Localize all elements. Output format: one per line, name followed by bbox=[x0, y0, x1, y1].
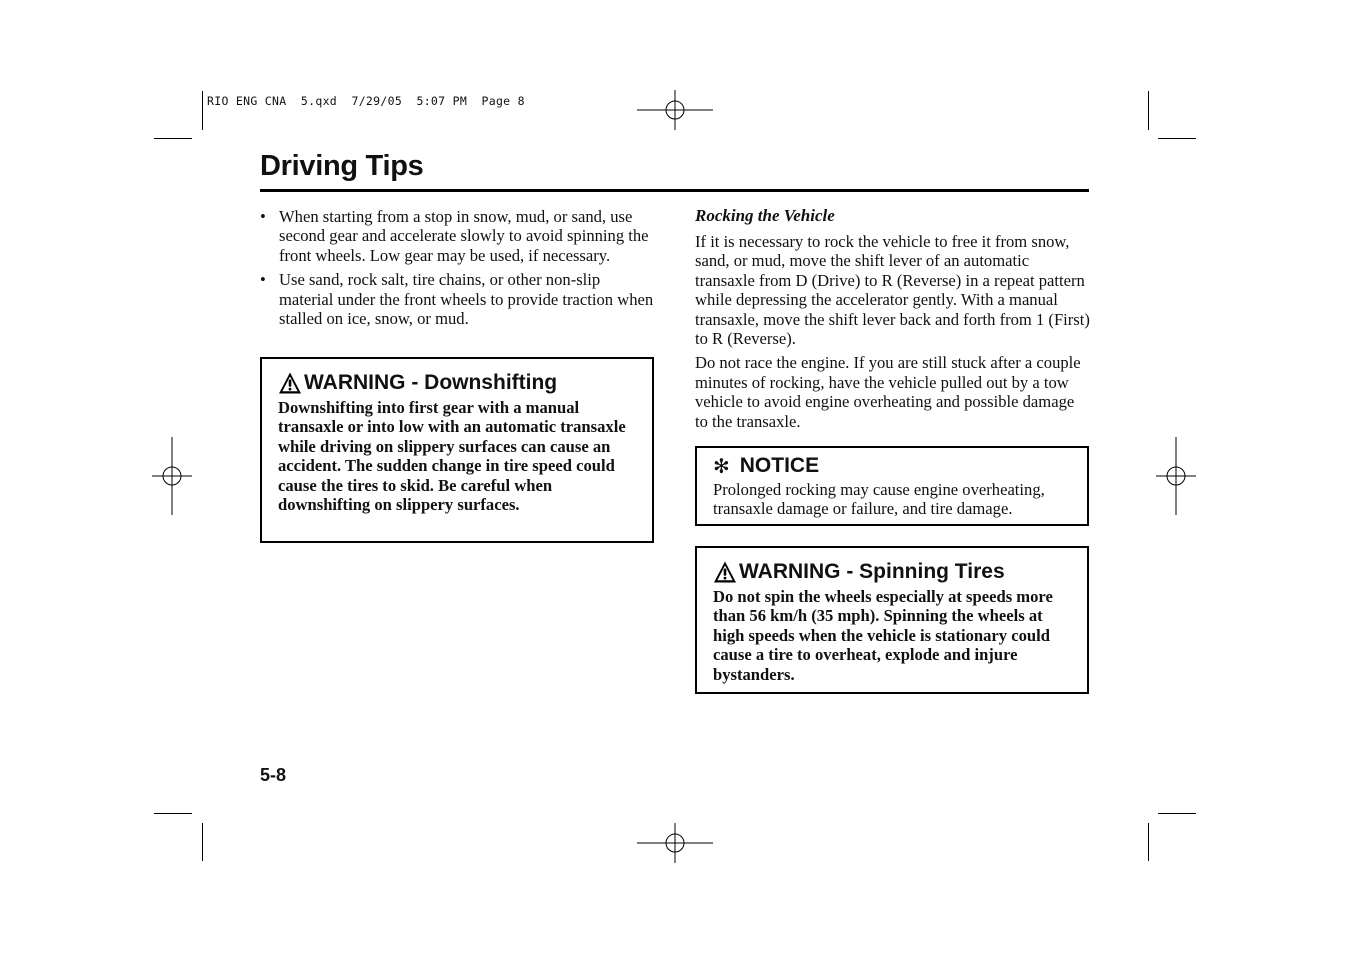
warning-downshifting-text: Downshifting into first gear with a manual transaxle or into low with an automatic transaxle while driving on slippery surfaces can cause an accident. The sudden change in tire speed could cause the tires to skid. Be careful when downshifting on slippery surfaces. bbox=[278, 398, 626, 515]
warning-spinning-heading bbox=[713, 560, 1071, 584]
tips-bullet-list bbox=[260, 207, 655, 333]
page-title: Driving Tips bbox=[260, 150, 424, 182]
page-number: 5-8 bbox=[260, 765, 287, 785]
warning-spinning-text: Do not spin the wheels especially at speeds more than 56 km/h (35 mph). Spinning the wheels at high speeds when the vehicle is stationary could cause a tire to overheat, explode and injure bystanders. bbox=[713, 587, 1053, 684]
rocking-subheading: Rocking the Vehicle bbox=[695, 206, 835, 225]
bullet-text: Use sand, rock salt, tire chains, or other non-slip material under the front wheels to provide traction when stalled on ice, snow, or mud. bbox=[279, 270, 654, 329]
notice-box bbox=[695, 446, 1089, 526]
registration-mark-top bbox=[635, 70, 715, 150]
warning-triangle-icon bbox=[713, 560, 737, 584]
warning-triangle-icon bbox=[278, 371, 302, 395]
warning-downshifting-title: WARNING - Downshifting bbox=[304, 371, 558, 394]
print-slug: RIO ENG CNA 5.qxd 7/29/05 5:07 PM Page 8 bbox=[207, 94, 525, 108]
list-item bbox=[260, 270, 655, 328]
notice-title: NOTICE bbox=[739, 454, 820, 477]
rocking-body bbox=[695, 232, 1090, 436]
notice-heading bbox=[713, 454, 1071, 478]
rocking-paragraph: Do not race the engine. If you are still stuck after a couple minutes of rocking, have the vehicle pulled out by a tow vehicle to avoid engine overheating and possible damage to the transaxle. bbox=[695, 353, 1081, 431]
warning-downshifting-box bbox=[260, 357, 654, 543]
warning-spinning-box bbox=[695, 546, 1089, 694]
registration-mark-right bbox=[1136, 436, 1216, 516]
bullet-text: When starting from a stop in snow, mud, or sand, use second gear and accelerate slowly to avoid spinning the front wheels. Low gear may be used, if necessary. bbox=[279, 207, 649, 265]
warning-spinning-title: WARNING - Spinning Tires bbox=[739, 560, 1005, 583]
bullet-icon: • bbox=[260, 207, 266, 226]
rocking-paragraph: If it is necessary to rock the vehicle to free it from snow, sand, or mud, move the shift lever of an automatic transaxle from D (Drive) to R (Reverse) in a repeat pattern while depressing the accelerator gently. With a manual transaxle, move the shift lever back and forth from 1 (First) to R (Reverse). bbox=[695, 232, 1090, 349]
registration-mark-left bbox=[132, 436, 212, 516]
notice-text: Prolonged rocking may cause engine overheating, transaxle damage or failure, and tire damage. bbox=[713, 480, 1045, 519]
list-item bbox=[260, 207, 655, 265]
warning-downshifting-heading bbox=[278, 371, 636, 395]
registration-mark-bottom bbox=[635, 803, 715, 883]
title-rule bbox=[260, 189, 1089, 192]
bullet-icon: • bbox=[260, 270, 266, 290]
asterisk-icon: ✻ bbox=[713, 454, 730, 478]
